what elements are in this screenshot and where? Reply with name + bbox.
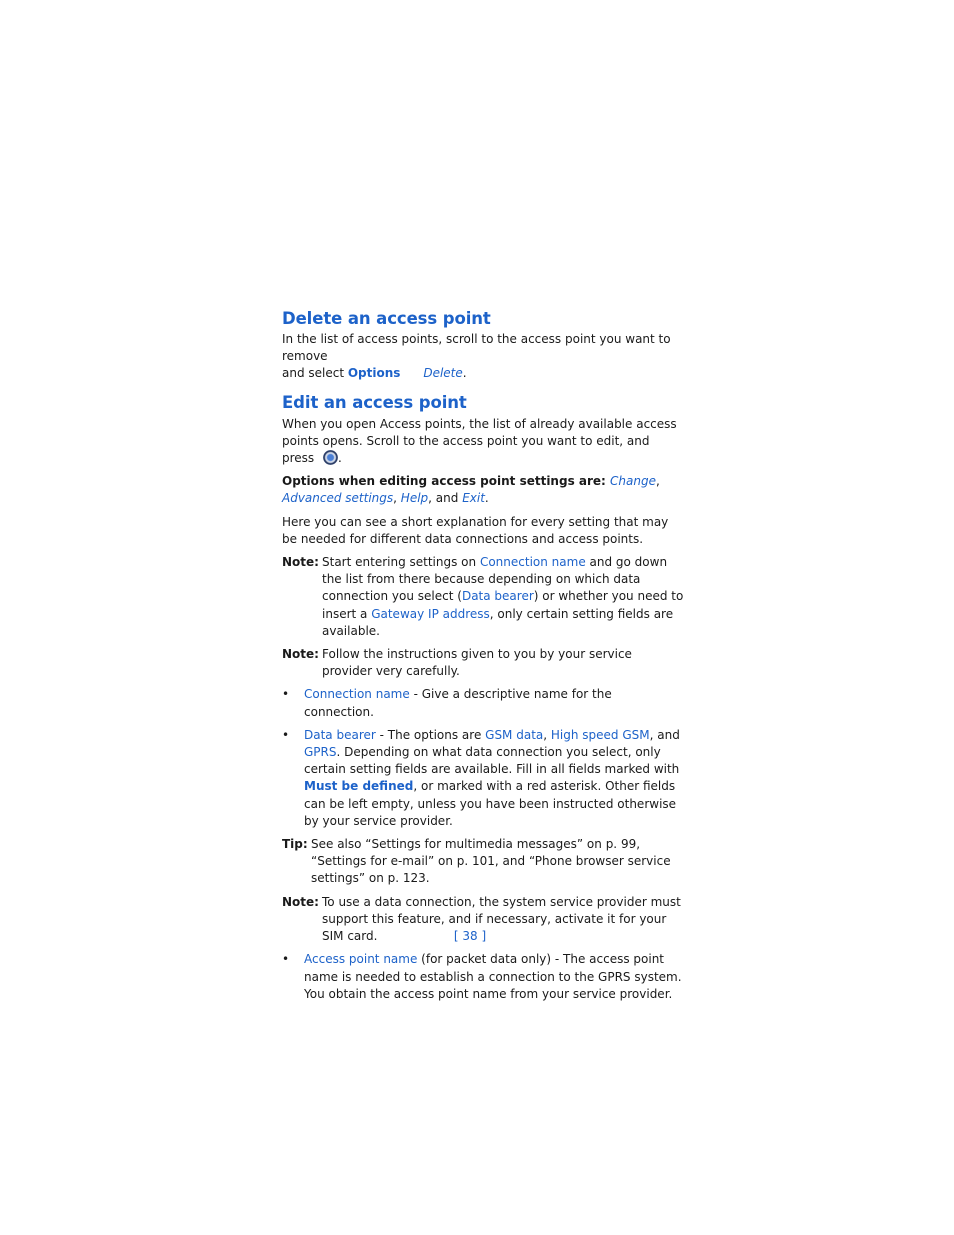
note-label: Note: bbox=[282, 647, 319, 662]
settings-explanation: Here you can see a short explanation for every setting that may be needed for different data connections and access points. bbox=[282, 514, 669, 546]
bullet-icon: • bbox=[282, 952, 290, 967]
tip-label: Tip: bbox=[282, 837, 308, 852]
option-exit: Exit bbox=[462, 491, 485, 506]
tip-see-also: Tip: See also “Settings for multimedia messages” on p. 99, “Settings for e-mail” on p. 101, and “Phone browser service settings” on p. 123. bbox=[282, 836, 684, 888]
bullet-icon: • bbox=[282, 687, 290, 702]
note-sim-support: Note: To use a data connection, the system service provider must support this feature, and if necessary, activate it for your SIM card. bbox=[282, 894, 684, 946]
delete-instructions: In the list of access points, scroll to the access point you want to remove and select Options Delete. bbox=[282, 332, 671, 381]
list-item-access-point-name: • Access point name (for packet data only) - The access point name is needed to establish a connection to the GPRS system. You obtain the access point name from your service provider. bbox=[282, 951, 684, 1003]
option-help: Help bbox=[400, 491, 429, 506]
heading-delete-access-point: Delete an access point bbox=[282, 309, 491, 328]
note-label: Note: bbox=[282, 894, 319, 909]
edit-intro: When you open Access points, the list of already available access points opens. Scroll to the access point you want to edit, and press . bbox=[282, 416, 677, 466]
page-number: [ 38 ] bbox=[453, 929, 487, 943]
list-item-data-bearer: • Data bearer - The options are GSM data, High speed GSM, and GPRS. Depending on what data connection you select, only certain setting fields are available. Fill in all fields marked with Must be defined, or marked with a red asterisk. Other fields can be left empty, unless you have been instructed otherwise by your service provider. bbox=[282, 727, 684, 830]
navigation-key-icon bbox=[323, 450, 338, 465]
note-label: Note: bbox=[282, 555, 319, 570]
heading-edit-access-point: Edit an access point bbox=[282, 392, 467, 412]
option-advanced-settings: Advanced settings bbox=[282, 491, 394, 506]
delete-option-label: Delete bbox=[423, 366, 463, 381]
note-follow-instructions: Note: Follow the instructions given to you by your service provider very carefully. bbox=[282, 646, 684, 680]
must-be-defined-label: Must be defined bbox=[304, 779, 414, 794]
page-content bbox=[282, 308, 684, 1003]
edit-options-list: Options when editing access point settings are: Change, Advanced settings, Help, and Exit. bbox=[282, 474, 660, 506]
options-softkey-label: Options bbox=[347, 366, 401, 381]
list-item-connection-name: • Connection name - Give a descriptive name for the connection. bbox=[282, 686, 684, 720]
option-change: Change bbox=[610, 474, 656, 489]
bullet-icon: • bbox=[282, 727, 290, 742]
note-start-settings: Note: Start entering settings on Connection name and go down the list from there because depending on which data connection you select (Data bearer) or whether you need to insert a Gateway IP address, only certain setting fields are available. bbox=[282, 554, 684, 640]
